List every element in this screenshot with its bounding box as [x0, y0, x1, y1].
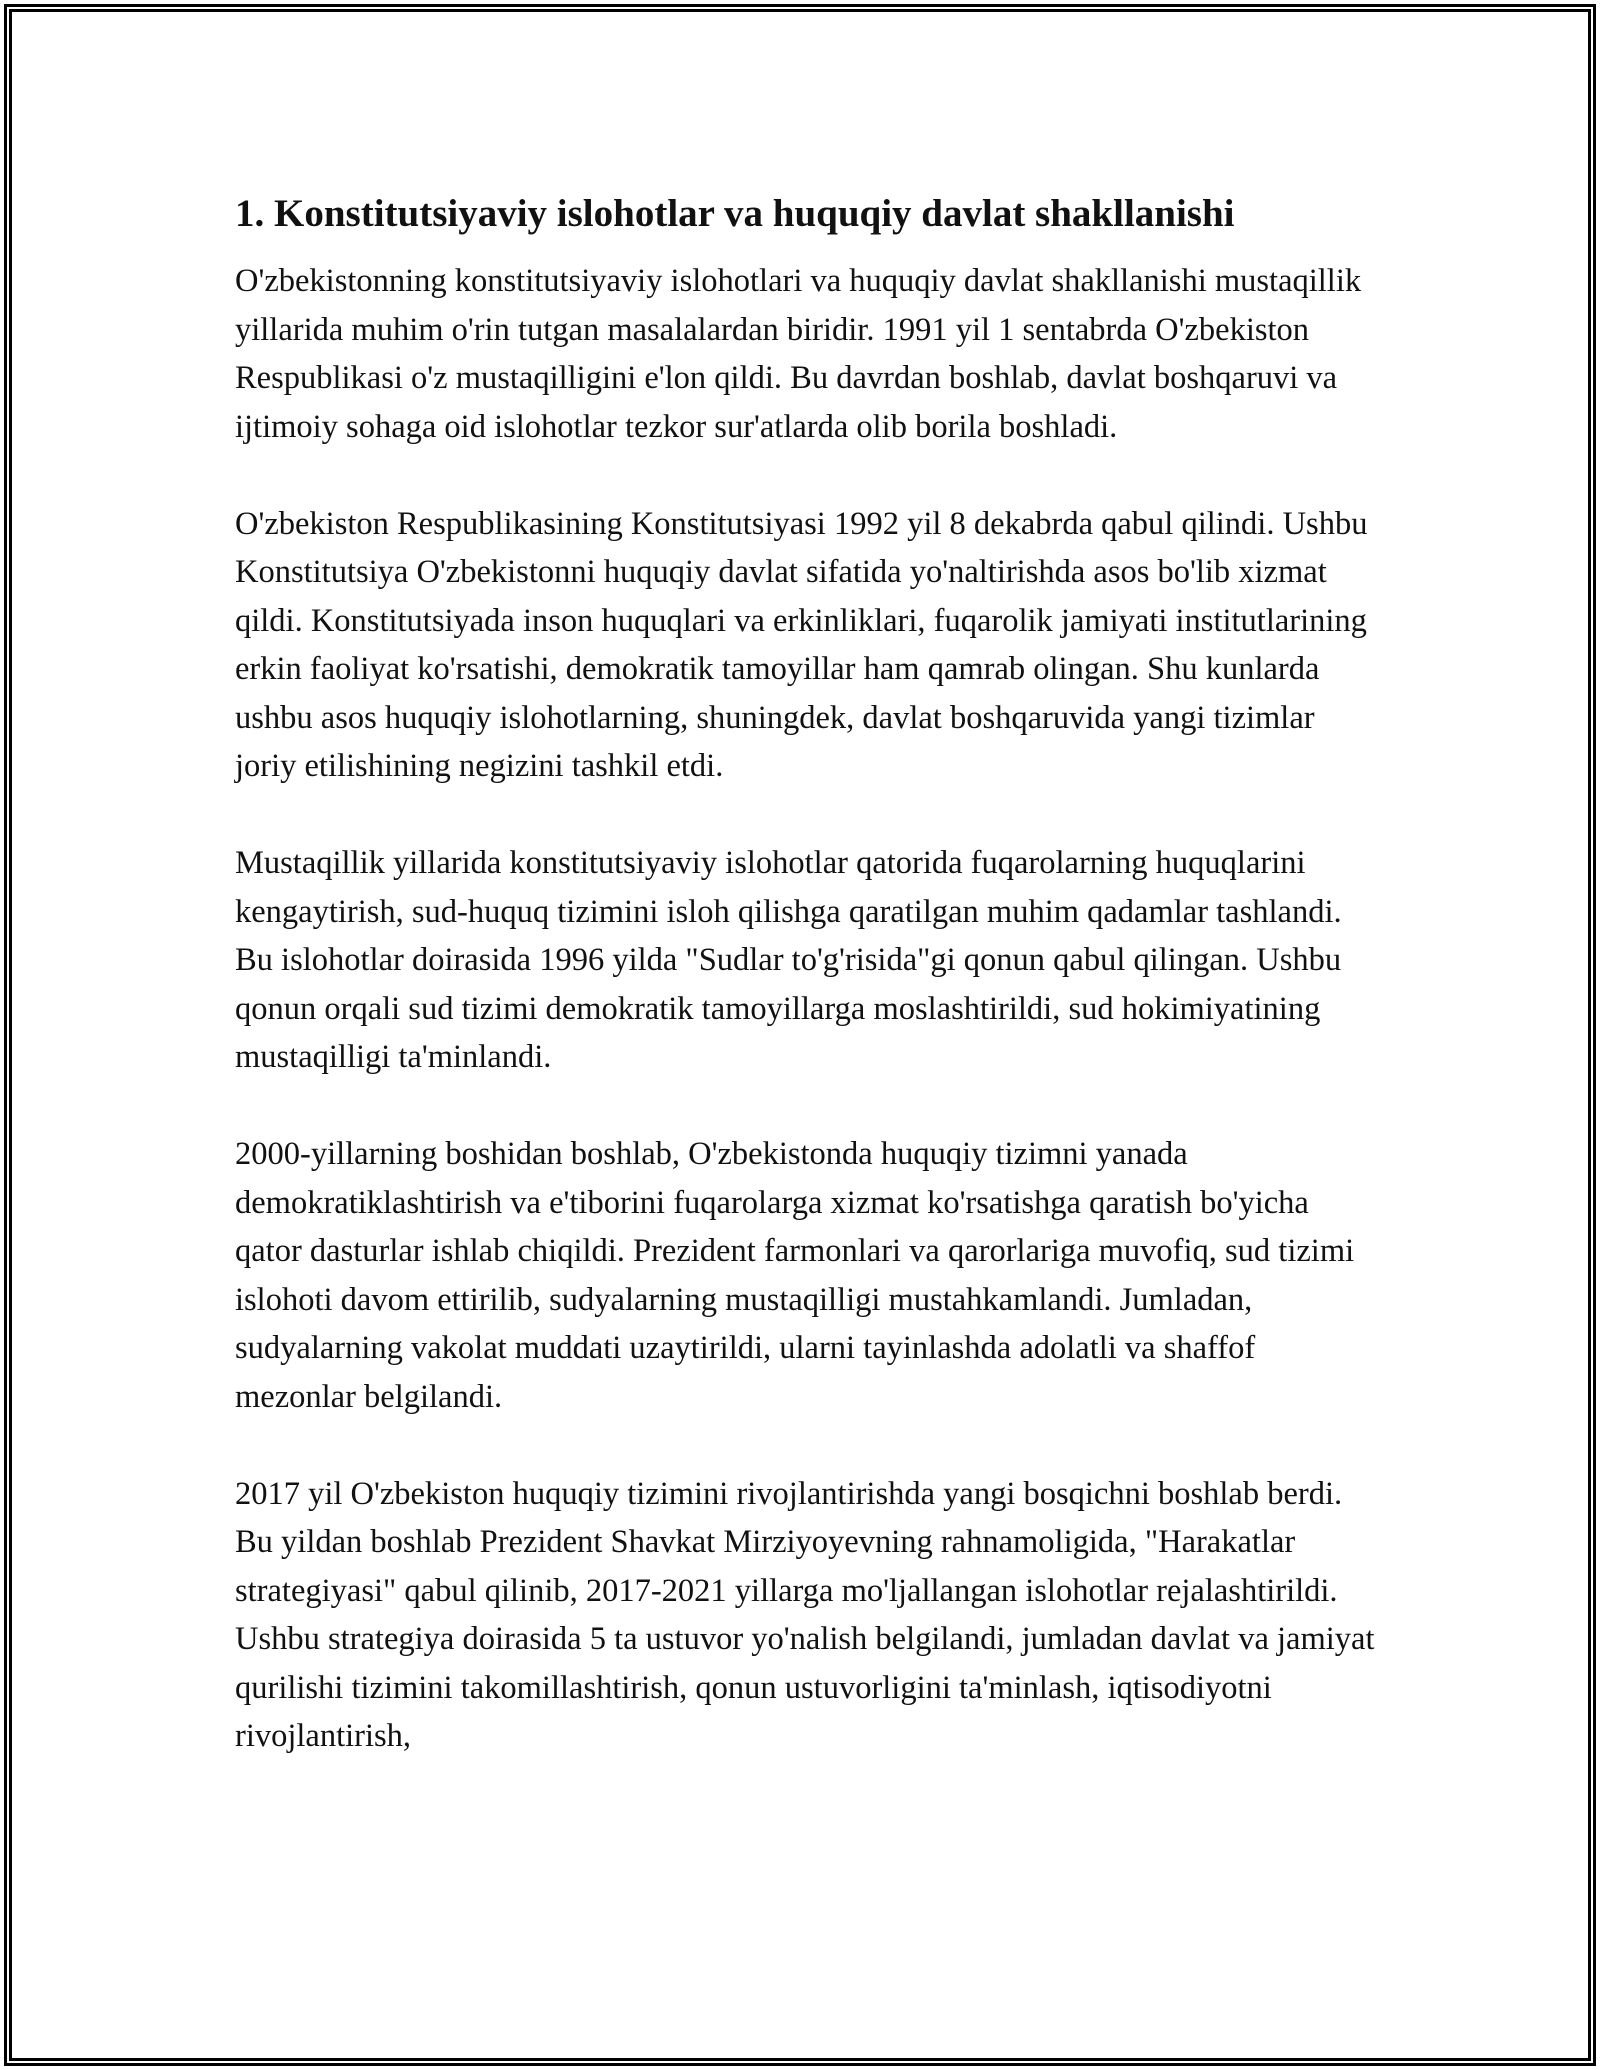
section-heading: 1. Konstitutsiyaviy islohotlar va huquqiy davlat shakllanishi	[235, 192, 1235, 235]
paragraph-4: 2000-yillarning boshidan boshlab, O'zbekistonda huquqiy tizimni yanada demokratiklashtirish va e'tiborini fuqarolarga xizmat ko'rsatishga qaratish bo'yicha qator dasturlar ishlab chiqildi. Prezident farmonlari va qarorlariga muvofiq, sud tizimi islohoti davom ettirilib, sudyalarning mustaqilligi mustahkamlandi. Jumladan, sudyalarning vakolat muddati uzaytirildi, ularni tayinlashda adolatli va shaffof mezonlar belgilandi.	[235, 1136, 1355, 1415]
paragraph-1: O'zbekistonning konstitutsiyaviy islohotlari va huquqiy davlat shakllanishi mustaqillik yillarida muhim o'rin tutgan masalalardan biridir. 1991 yil 1 sentabrda O'zbekiston Respublikasi o'z mustaqilligini e'lon qildi. Bu davrdan boshlab, davlat boshqaruvi va ijtimoiy sohaga oid islohotlar tezkor sur'atlarda olib borila boshladi.	[235, 263, 1362, 445]
paragraph-3: Mustaqillik yillarida konstitutsiyaviy islohotlar qatorida fuqarolarning huquqlarini kengaytirish, sud-huquq tizimini isloh qilishga qaratilgan muhim qadamlar tashlandi. Bu islohotlar doirasida 1996 yilda "Sudlar to'g'risida"gi qonun qabul qilingan. Ushbu qonun orqali sud tizimi demokratik tamoyillarga moslashtirildi, sud hokimiyatining mustaqilligi ta'minlandi.	[235, 845, 1342, 1075]
paragraph-2: O'zbekiston Respublikasining Konstitutsiyasi 1992 yil 8 dekabrda qabul qilindi. Ushbu Konstitutsiya O'zbekistonni huquqiy davlat sifatida yo'naltirishda asos bo'lib xizmat qildi. Konstitutsiyada inson huquqlari va erkinliklari, fuqarolik jamiyati institutlarining erkin faoliyat ko'rsatishi, demokratik tamoyillar ham qamrab olingan. Shu kunlarda ushbu asos huquqiy islohotlarning, shuningdek, davlat boshqaruvida yangi tizimlar joriy etilishining negizini tashkil etdi.	[235, 505, 1368, 784]
paragraph-5: 2017 yil O'zbekiston huquqiy tizimini rivojlantirishda yangi bosqichni boshlab berdi. Bu yildan boshlab Prezident Shavkat Mirziyoyevning rahnamoligida, "Harakatlar strategiyasi" qabul qilinib, 2017-2021 yillarga mo'ljallangan islohotlar rejalashtirildi. Ushbu strategiya doirasida 5 ta ustuvor yo'nalish belgilandi, jumladan davlat va jamiyat qurilishi tizimini takomillashtirish, qonun ustuvorligini ta'minlash, iqtisodiyotni rivojlantirish,	[235, 1475, 1375, 1754]
document-body	[235, 187, 1375, 1761]
